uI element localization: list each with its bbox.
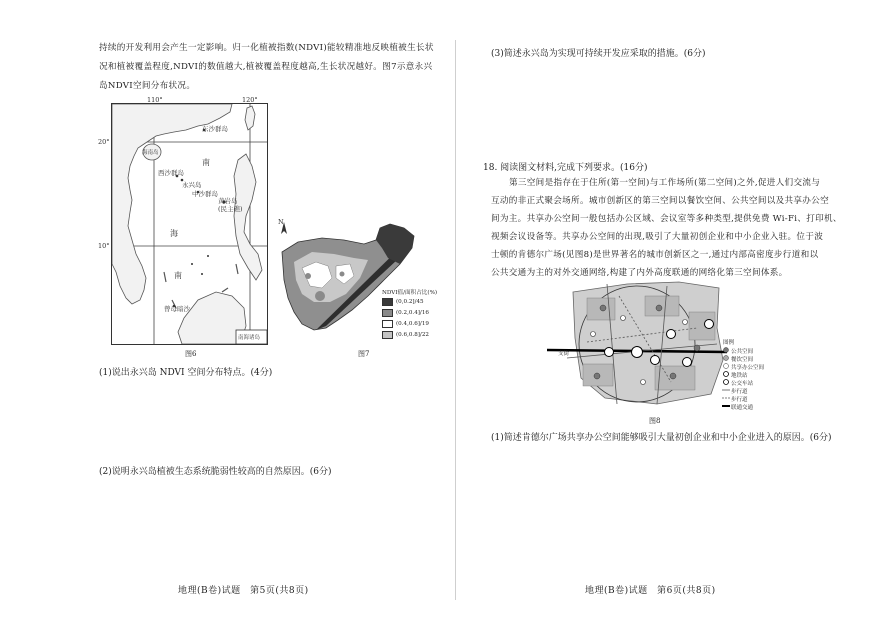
label-xisha: 西沙群岛: [158, 169, 184, 177]
right-footer: 地理(B卷)试题 第6页(共8页): [585, 586, 716, 596]
ndvi-legend-item: (0,0.2]/45: [382, 298, 424, 306]
label-zhongsha: 中沙群岛: [192, 190, 218, 198]
fig8-legend-item: 联通交通: [731, 405, 754, 411]
ndvi-legend-item: (0.6,0.8]/22: [382, 331, 429, 339]
right-page: [435, 0, 870, 630]
left-footer: 地理(B卷)试题 第5页(共8页): [178, 586, 309, 596]
ndvi-legend-title: NDVI值/面积占比(%): [382, 290, 438, 296]
lat-20-label: 20°: [98, 138, 110, 146]
intro-line-3: 岛NDVI空间分布状况。: [99, 81, 196, 91]
question-18-1: (1)简述肯德尔广场共享办公空间能够吸引大量初创企业和中小企业进入的原因。(6分): [491, 433, 832, 443]
fig8-legend-title: 图例: [723, 340, 735, 346]
legend-swatch: [382, 309, 393, 317]
fig8-legend-item: 餐饮空间: [731, 357, 754, 363]
label-zengmu: 曾母暗沙: [164, 305, 190, 313]
ndvi-legend-item: (0.2,0.4]/16: [382, 309, 429, 317]
north-arrow-label: N: [278, 218, 284, 226]
q18-text-line-5: 士顿的肯德尔广场(见图8)是世界著名的城市创新区之一,通过内部高密度步行道和以: [491, 250, 819, 260]
fig8-legend-item: 地铁站: [731, 373, 748, 379]
q18-text-line-3: 间为主。共享办公空间一般包括办公区域、会议室等多种类型,提供免费 Wi-Fi、打印机、: [491, 214, 842, 224]
q18-text-line-4: 视频会议设备等。共享办公空间的出现,吸引了大量初创企业和中小企业入驻。位于波: [491, 232, 824, 242]
label-dongsha: 东沙群岛: [202, 125, 228, 133]
q18-text-line-1: 第三空间是指存在于住所(第一空间)与工作场所(第二空间)之外,促进人们交流与: [509, 178, 821, 188]
question-3: (3)简述永兴岛为实现可持续开发应采取的措施。(6分): [491, 49, 706, 59]
figure-7-caption: 图7: [358, 350, 370, 358]
label-huangyan: 黄岩岛: [218, 197, 238, 205]
q18-text-line-2: 互动的非正式聚会场所。城市创新区的第三空间以餐饮空间、公共空间以及共享办公空: [491, 196, 829, 206]
label-nan: 南: [202, 158, 210, 167]
fig8-legend-item: 步行道: [731, 397, 748, 403]
intro-line-1: 持续的开发利用会产生一定影响。归一化植被指数(NDVI)能较精准地反映植被生长状: [99, 43, 434, 53]
figure-8-caption: 图8: [649, 417, 661, 425]
legend-swatch: [382, 320, 393, 328]
lon-120-label: 120°: [242, 96, 258, 104]
legend-swatch: [382, 298, 393, 306]
question-18-title: 18. 阅读图文材料,完成下列要求。(16分): [483, 163, 648, 173]
figure-6-map: [111, 103, 268, 345]
legend-swatch: [382, 331, 393, 339]
fig8-legend-item: 公交车站: [731, 381, 754, 387]
fig8-legend-symbols: [721, 346, 731, 412]
label-huangyan-sub: (民主礁): [218, 205, 243, 213]
question-1: (1)说出永兴岛 NDVI 空间分布特点。(4分): [99, 368, 273, 378]
question-2: (2)说明永兴岛植被生态系统脆弱性较高的自然原因。(6分): [99, 467, 332, 477]
fig8-side-label: 支街: [558, 351, 570, 357]
label-nansha: 南: [174, 271, 182, 280]
fig8-legend-item: 步行道: [731, 389, 748, 395]
lat-10-label: 10°: [98, 242, 110, 250]
label-hainan: 海南岛: [142, 150, 159, 156]
label-yongxing: 永兴岛: [182, 181, 202, 189]
fig8-legend-item: 共享办公空间: [731, 365, 765, 371]
label-inset: 南海诸岛: [238, 335, 261, 341]
intro-line-2: 况和植被覆盖程度,NDVI的数值越大,植被覆盖程度越高,生长状况越好。图7示意永兴: [99, 62, 433, 72]
lon-110-label: 110°: [147, 96, 163, 104]
ndvi-legend-item: (0.4,0.6]/19: [382, 320, 429, 328]
q18-text-line-6: 公共交通为主的对外交通网络,构建了内外高度联通的网络化第三空间体系。: [491, 268, 788, 278]
figure-6-caption: 图6: [185, 350, 197, 358]
label-hai: 海: [170, 229, 178, 238]
fig8-legend-item: 公共空间: [731, 349, 754, 355]
